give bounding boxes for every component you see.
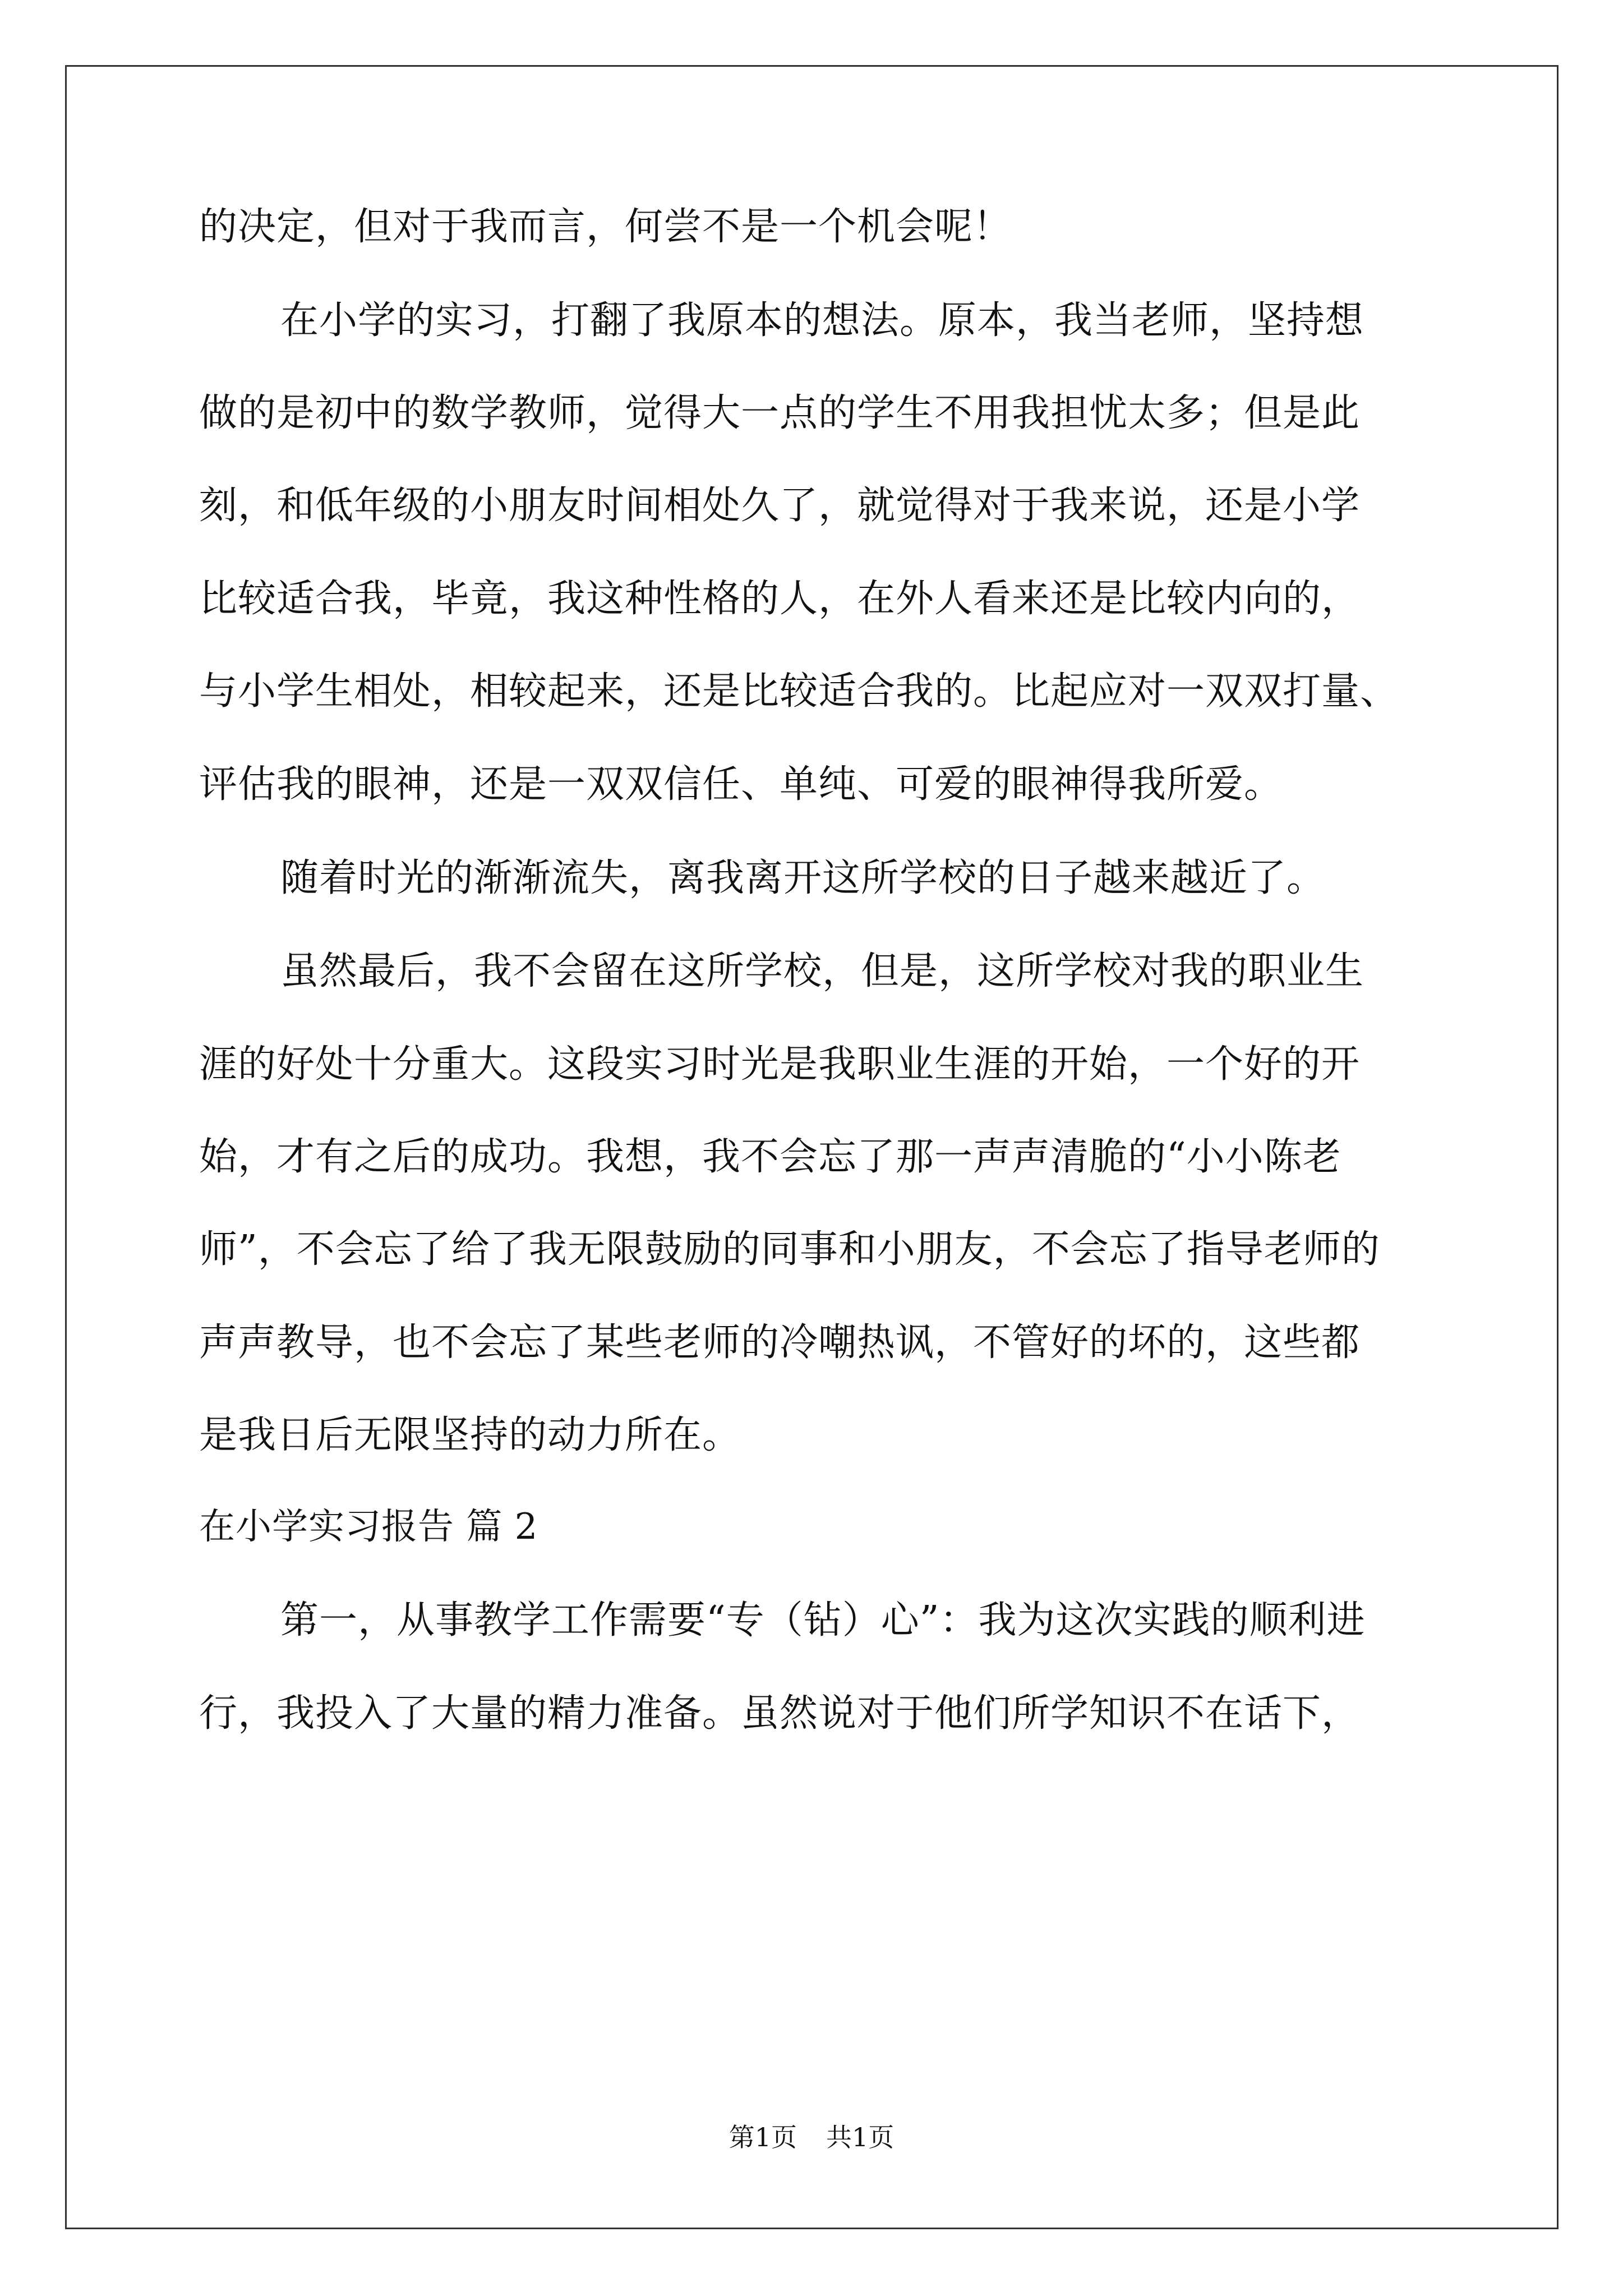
paragraph-line: 是我日后无限坚持的动力所在。 xyxy=(199,1413,741,1457)
page-total: 共1页 xyxy=(826,2122,895,2152)
paragraph-line: 行，我投入了大量的精力准备。虽然说对于他们所学知识不在话下， xyxy=(199,1691,1361,1736)
paragraph-line: 在小学的实习，打翻了我原本的想法。原本，我当老师，坚持想 xyxy=(280,298,1364,343)
paragraph-line: 始，才有之后的成功。我想，我不会忘了那一声声清脆的“小小陈老 xyxy=(199,1135,1341,1179)
paragraph-line: 比较适合我，毕竟，我这种性格的人，在外人看来还是比较内向的， xyxy=(199,577,1361,621)
page-number: 第1页 xyxy=(728,2122,797,2152)
page-footer xyxy=(0,2122,1623,2153)
paragraph-line: 涯的好处十分重大。这段实习时光是我职业生涯的开始，一个好的开 xyxy=(199,1042,1361,1087)
paragraph-line: 声声教导，也不会忘了某些老师的冷嘲热讽，不管好的坏的，这些都 xyxy=(199,1320,1361,1365)
section-heading: 在小学实习报告 篇 2 xyxy=(199,1506,538,1548)
paragraph-line: 做的是初中的数学教师，觉得大一点的学生不用我担忧太多；但是此 xyxy=(199,391,1361,435)
paragraph-line: 第一，从事教学工作需要“专（钻）心”：我为这次实践的顺利进 xyxy=(280,1598,1366,1642)
paragraph-line: 评估我的眼神，还是一双双信任、单纯、可爱的眼神得我所爱。 xyxy=(199,762,1283,807)
paragraph-line: 刻，和低年级的小朋友时间相处久了，就觉得对于我来说，还是小学 xyxy=(199,484,1361,528)
paragraph-line: 与小学生相处，相较起来，还是比较适合我的。比起应对一双双打量、 xyxy=(199,669,1399,714)
paragraph-line: 随着时光的渐渐流失，离我离开这所学校的日子越来越近了。 xyxy=(280,856,1326,900)
paragraph-line: 虽然最后，我不会留在这所学校，但是，这所学校对我的职业生 xyxy=(280,949,1364,993)
paragraph-line: 师”，不会忘了给了我无限鼓励的同事和小朋友，不会忘了指导老师的 xyxy=(199,1227,1380,1272)
paragraph-line: 的决定，但对于我而言，何尝不是一个机会呢！ xyxy=(199,205,1012,249)
